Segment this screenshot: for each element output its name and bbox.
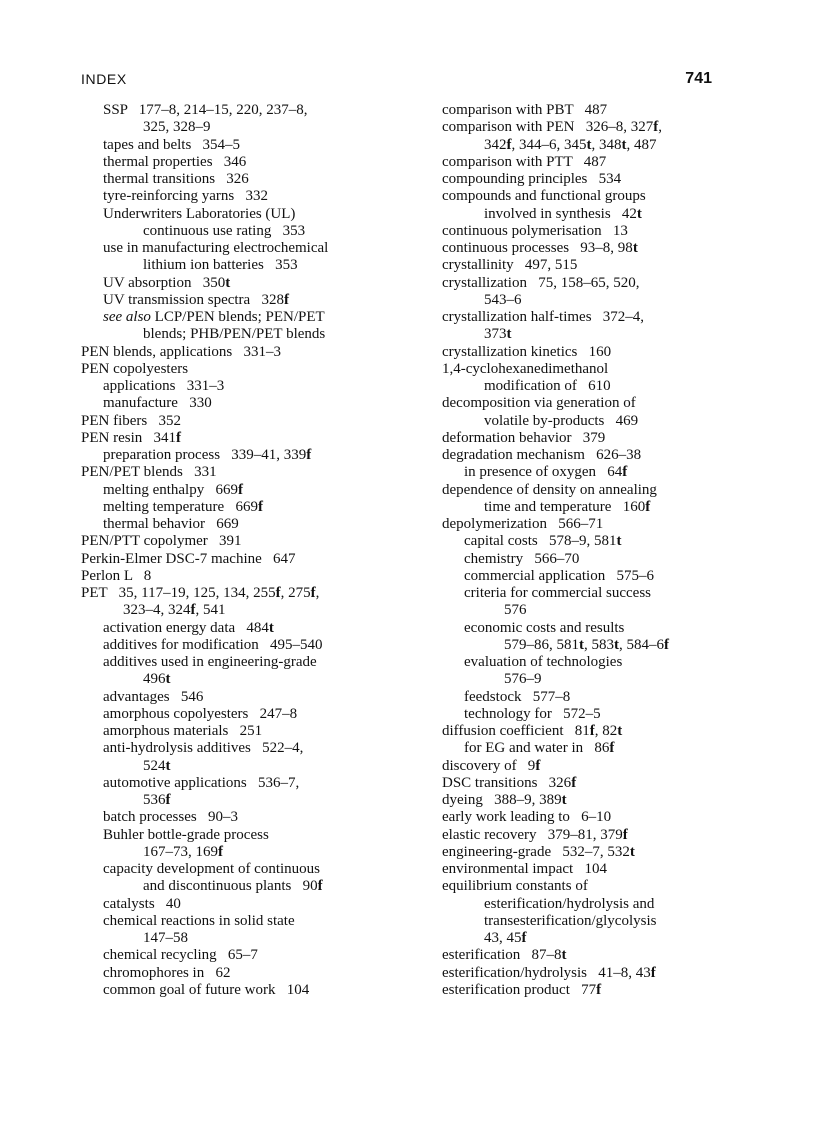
entry-text: 167–73, 169 [143,843,218,860]
entry-text: thermal properties 346 [103,153,247,170]
index-entry-line [81,413,421,430]
index-entry-line [81,257,421,274]
entry-text: depolymerization 566–71 [442,516,604,532]
locator-type-marker: t [586,136,592,153]
index-entry-line [442,965,732,982]
entry-text: for EG and water in 86 [464,740,610,757]
index-entry-line [81,533,421,550]
entry-text: 576 [504,602,527,619]
locator-type-marker: f [506,136,512,153]
index-entry-line [442,758,732,775]
index-entry-line [442,568,732,585]
entry-text: amorphous copolyesters 247–8 [103,705,298,722]
entry-text: 373 [484,326,507,343]
entry-text: PEN blends, applications 331–3 [81,343,281,360]
entry-text: PET 35, 117–19, 125, 134, 255 [81,585,276,601]
index-entry-line [81,947,421,964]
locator-type-marker: f [176,429,181,446]
index-entry-line [81,861,421,878]
entry-text: environmental impact 104 [442,861,607,877]
index-entry-line [81,827,421,844]
entry-text: 496 [143,671,166,688]
index-entry-line [442,792,732,809]
entry-text: engineering-grade 532–7, 532 [442,843,630,860]
entry-text: PEN/PET blends 331 [81,464,217,481]
index-entry-line [442,930,732,947]
entry-text: deformation behavior 379 [442,429,606,446]
locator-type-marker: f [653,119,659,136]
entry-text: tapes and belts 354–5 [103,136,241,153]
entry-text: compounds and functional groups [442,188,646,205]
index-entry-line [442,171,732,188]
locator-type-marker: f [306,447,312,463]
index-entry-line [81,706,421,723]
index-entry-line [81,792,421,809]
entry-text: PEN/PTT copolymer 391 [81,533,242,550]
entry-text: , 584–6 [619,636,664,653]
entry-text: Perkin-Elmer DSC-7 machine 647 [81,550,296,567]
index-entry-line [442,671,732,688]
entry-text: chemical recycling 65–7 [103,947,258,964]
index-entry-line [81,930,421,947]
index-entry-line [442,947,732,964]
entry-text: UV absorption 350 [103,274,226,291]
index-entry-line [81,516,421,533]
entry-text: 43, 45 [484,930,522,946]
entry-text: crystallinity 497, 515 [442,257,578,274]
entry-text: and discontinuous plants 90 [143,878,318,895]
locator-type-marker: t [636,205,642,222]
entry-text: economic costs and results [464,619,625,636]
index-entry-line [442,447,732,464]
entry-text: dyeing 388–9, 389 [442,792,562,808]
index-entry-line [442,740,732,757]
index-entry-line [442,878,732,895]
entry-text: , [315,585,320,601]
index-entry-line [442,706,732,723]
entry-text: 147–58 [143,930,188,946]
locator-type-marker: f [664,636,669,653]
index-entry-line [81,292,421,309]
entry-text: chromophores in 62 [103,964,231,981]
index-entry-line [81,188,421,205]
entry-text: criteria for commercial success [464,585,651,601]
index-entry-line [442,326,732,343]
entry-text: thermal transitions 326 [103,171,249,187]
entry-text: amorphous materials 251 [103,723,263,739]
index-entry-line [442,223,732,240]
entry-text: continuous use rating 353 [143,222,306,239]
entry-text: dependence of density on annealing [442,481,657,498]
entry-text: PEN resin 341 [81,429,176,446]
index-entry-line [81,137,421,154]
index-entry-line [442,137,732,154]
entry-text: , 344–6, 345 [511,136,587,153]
entry-text: , 275 [280,585,311,601]
entry-text: in presence of oxygen 64 [464,464,623,481]
entry-text: tyre-reinforcing yarns 332 [103,188,268,205]
index-entry-line [442,344,732,361]
index-entry-line [442,188,732,205]
entry-text: LCP/PEN blends; PEN/PET [150,309,325,325]
entry-text: , 487 [626,136,657,153]
entry-text: compounding principles 534 [442,171,622,187]
index-entry-line [442,861,732,878]
locator-type-marker: t [165,757,171,774]
entry-text: decomposition via generation of [442,395,636,412]
locator-type-marker: f [310,585,316,601]
entry-text: 325, 328–9 [143,119,211,136]
index-entry-line [442,499,732,516]
entry-text: , 348 [591,136,622,153]
index-entry-line [81,464,421,481]
entry-text: manufacture 330 [103,395,212,412]
entry-text: diffusion coefficient 81 [442,723,590,739]
index-entry-line [442,809,732,826]
locator-type-marker: t [616,533,622,550]
entry-text: esterification/hydrolysis and [484,895,655,912]
entry-text: , 541 [195,602,226,619]
entry-text: automotive applications 536–7, [103,774,300,791]
index-entry-line [81,326,421,343]
entry-text: melting enthalpy 669 [103,481,238,498]
entry-text: esterification/hydrolysis 41–8, 43 [442,964,651,981]
entry-text: PEN copolyesters [81,360,189,377]
locator-type-marker: f [596,981,602,998]
index-entry-line [81,102,421,119]
index-entry-line [81,447,421,464]
index-entry-line [442,430,732,447]
entry-text: 323–4, 324 [123,602,191,619]
entry-text: use in manufacturing electrochemical [103,240,329,256]
index-entry-line [81,740,421,757]
locator-type-marker: f [237,481,243,498]
entry-text: PEN fibers 352 [81,412,181,429]
locator-type-marker: t [268,619,274,636]
index-entry-line [81,602,421,619]
index-entry-line [81,223,421,240]
index-entry-line [81,240,421,257]
index-entry-line [442,413,732,430]
entry-text: common goal of future work 104 [103,981,310,998]
index-entry-line [442,723,732,740]
entry-text: evaluation of technologies [464,654,623,670]
index-entry-line [442,464,732,481]
index-entry-line [81,758,421,775]
index-entry-line [442,240,732,257]
locator-type-marker: f [257,498,263,515]
locator-type-marker: f [275,585,281,601]
index-entry-line [442,827,732,844]
entry-text: chemical reactions in solid state [103,912,295,929]
entry-text: DSC transitions 326 [442,774,572,791]
entry-text: feedstock 577–8 [464,688,571,705]
index-entry-line [442,275,732,292]
index-entry-line [81,775,421,792]
index-entry-line [81,551,421,568]
entry-text: SSP 177–8, 214–15, 220, 237–8, [103,102,308,118]
entry-text: 342 [484,136,507,153]
index-entry-line [81,689,421,706]
index-entry-line [81,723,421,740]
entry-text: esterification 87–8 [442,947,562,964]
locator-type-marker: f [609,740,615,757]
entry-text: Underwriters Laboratories (UL) [103,205,296,222]
index-entry-line [81,965,421,982]
index-entry-line [81,378,421,395]
locator-type-marker: f [521,930,527,946]
index-entry-line [81,878,421,895]
index-entry-line [442,119,732,136]
entry-text: 536 [143,792,166,808]
entry-text: discovery of 9 [442,757,536,774]
index-entry-line [442,361,732,378]
entry-text: catalysts 40 [103,895,181,912]
index-entry-line [442,154,732,171]
entry-text: advantages 546 [103,688,204,705]
entry-text: continuous processes 93–8, 98 [442,240,633,256]
locator-type-marker: f [218,843,223,860]
index-entry-line [81,982,421,999]
locator-type-marker: t [561,947,567,964]
index-entry-line [81,361,421,378]
entry-text: , [658,119,662,136]
locator-type-marker: t [579,636,584,653]
locator-type-marker: f [622,464,628,481]
cross-reference-label: see also [103,309,151,325]
index-entry-line [442,516,732,533]
index-entry-line [81,809,421,826]
locator-type-marker: f [283,291,289,308]
index-entry-line [442,602,732,619]
index-entry-line [81,844,421,861]
index-entry-line [81,482,421,499]
index-entry-line [81,913,421,930]
index-entry-line [81,119,421,136]
locator-type-marker: t [617,723,623,739]
entry-text: melting temperature 669 [103,498,258,515]
entry-text: Buhler bottle-grade process [103,826,269,843]
index-entry-line [442,896,732,913]
running-title: INDEX [81,71,127,87]
entry-text: involved in synthesis 42 [484,205,637,222]
locator-type-marker: f [317,878,323,895]
entry-text: capacity development of continuous [103,861,321,877]
entry-text: crystallization kinetics 160 [442,343,612,360]
index-entry-line [442,620,732,637]
locator-type-marker: f [535,757,541,774]
entry-text: modification of 610 [484,378,611,394]
index-entry-line [442,206,732,223]
index-entry-line [442,654,732,671]
index-entry-line [442,102,732,119]
locator-type-marker: f [571,774,577,791]
index-entry-line [442,533,732,550]
entry-text: additives for modification 495–540 [103,636,323,653]
locator-type-marker: t [561,792,567,808]
running-head [81,71,712,91]
locator-type-marker: f [589,723,595,739]
page-number: 741 [685,70,712,87]
entry-text: , 82 [594,723,618,739]
entry-text: transesterification/glycolysis [484,912,657,929]
index-entry-line [81,171,421,188]
index-entry-line [81,154,421,171]
locator-type-marker: t [506,326,512,343]
entry-text: 579–86, 581 [504,636,579,653]
index-entry-line [81,344,421,361]
entry-text: additives used in engineering-grade [103,654,317,670]
entry-text: early work leading to 6–10 [442,809,612,826]
entry-text: 543–6 [484,291,522,308]
locator-type-marker: t [225,274,231,291]
index-entry-line [81,395,421,412]
index-column-right [442,102,732,999]
entry-text: thermal behavior 669 [103,516,239,532]
index-entry-line [81,637,421,654]
index-entry-line [81,620,421,637]
entry-text: preparation process 339–41, 339 [103,447,307,463]
index-entry-line [442,913,732,930]
locator-type-marker: f [650,964,656,981]
entry-text: esterification product 77 [442,981,597,998]
entry-text: comparison with PBT 487 [442,102,608,118]
entry-text: degradation mechanism 626–38 [442,447,642,463]
index-entry-line [81,206,421,223]
entry-text: activation energy data 484 [103,619,269,636]
index-entry-line [442,689,732,706]
entry-text: applications 331–3 [103,378,225,394]
index-entry-line [81,654,421,671]
index-entry-line [442,982,732,999]
entry-text: 524 [143,757,166,774]
entry-text: 576–9 [504,671,542,688]
index-entry-line [81,309,421,326]
entry-text: time and temperature 160 [484,498,646,515]
index-entry-line [442,309,732,326]
locator-type-marker: t [165,671,171,688]
index-entry-line [442,292,732,309]
index-entry-line [442,775,732,792]
locator-type-marker: f [622,826,628,843]
index-entry-line [442,637,732,654]
index-entry-line [81,585,421,602]
index-column-left [81,102,421,999]
entry-text: lithium ion batteries 353 [143,257,298,274]
index-entry-line [81,499,421,516]
entry-text: UV transmission spectra 328 [103,291,284,308]
locator-type-marker: t [614,636,619,653]
entry-text: crystallization half-times 372–4, [442,309,645,325]
index-entry-line [81,568,421,585]
index-entry-line [442,482,732,499]
entry-text: elastic recovery 379–81, 379 [442,826,623,843]
index-entry-line [442,395,732,412]
entry-text: , 583 [584,636,614,653]
index-entry-line [442,551,732,568]
locator-type-marker: f [645,498,651,515]
entry-text: crystallization 75, 158–65, 520, [442,274,640,291]
entry-text: volatile by-products 469 [484,412,639,429]
locator-type-marker: f [190,602,196,619]
locator-type-marker: t [632,240,638,256]
locator-type-marker: t [629,843,635,860]
entry-text: comparison with PTT 487 [442,153,607,170]
entry-text: Perlon L 8 [81,567,152,584]
entry-text: comparison with PEN 326–8, 327 [442,119,654,136]
locator-type-marker: t [621,136,627,153]
locator-type-marker: f [165,792,171,808]
entry-text: chemistry 566–70 [464,550,580,567]
index-entry-line [442,585,732,602]
index-entry-line [81,430,421,447]
entry-text: continuous polymerisation 13 [442,222,628,239]
entry-text: capital costs 578–9, 581 [464,533,617,550]
entry-text: batch processes 90–3 [103,809,238,826]
index-entry-line [442,378,732,395]
entry-text: anti-hydrolysis additives 522–4, [103,740,304,757]
index-entry-line [81,671,421,688]
entry-text: technology for 572–5 [464,705,601,722]
entry-text: 1,4-cyclohexanedimethanol [442,360,609,377]
entry-text: commercial application 575–6 [464,567,654,584]
entry-text: equilibrium constants of [442,878,588,895]
index-entry-line [81,275,421,292]
index-entry-line [442,257,732,274]
entry-text: blends; PHB/PEN/PET blends [143,326,326,343]
index-entry-line [442,844,732,861]
index-entry-line [81,896,421,913]
